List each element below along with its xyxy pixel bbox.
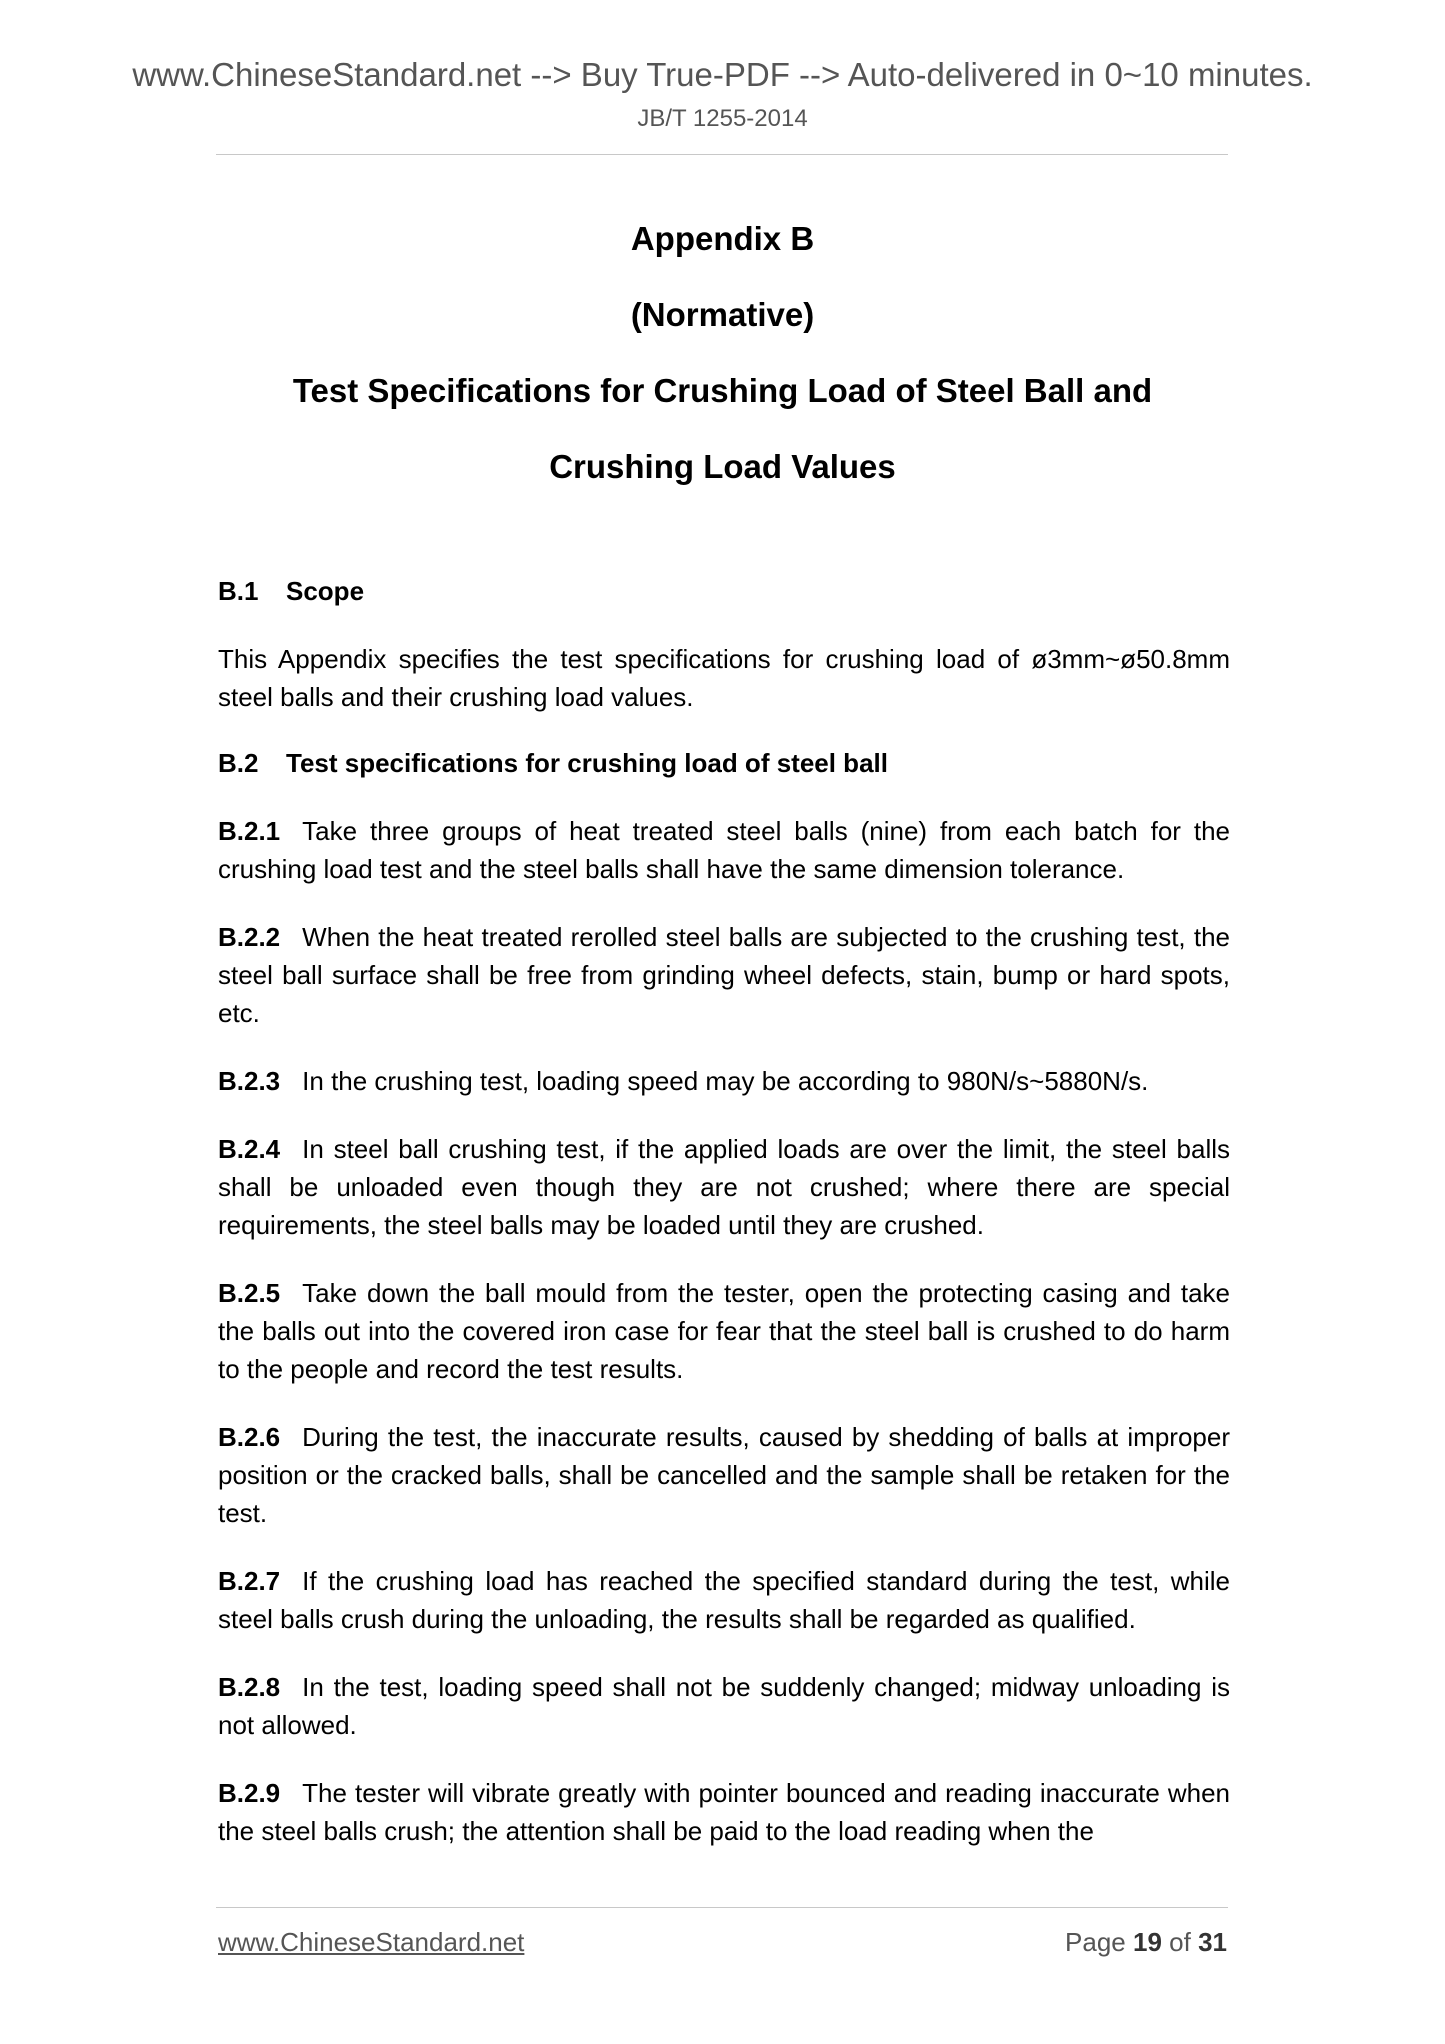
clause-number: B.2.1 (218, 816, 281, 846)
section-heading-b2 (218, 750, 888, 776)
clause-text: When the heat treated rerolled steel balls are subjected to the crushing test, the steel ball surface shall be free from grinding wheel defects, stain, bump or hard spots, etc. (218, 922, 1230, 1028)
appendix-heading-line-1: Test Specifications for Crushing Load of Steel Ball and (292, 372, 1153, 409)
clause-text: The tester will vibrate greatly with pointer bounced and reading inaccurate when the steel balls crush; the attention shall be paid to the load reading when the (218, 1778, 1230, 1846)
page-current: 19 (1133, 1927, 1162, 1957)
clause-number: B.2.5 (218, 1278, 281, 1308)
clause-text: Take three groups of heat treated steel balls (nine) from each batch for the crushing load test and the steel balls shall have the same dimension tolerance. (218, 816, 1230, 884)
header-divider (216, 154, 1228, 155)
clause-text: In the crushing test, loading speed may be according to 980N/s~5880N/s. (302, 1066, 1149, 1096)
clause-number: B.2.8 (218, 1672, 281, 1702)
appendix-title: Appendix B (630, 220, 815, 257)
clause-text: Take down the ball mould from the tester, open the protecting casing and take the balls out into the covered iron case for fear that the steel ball is crushed to do harm to the people and record the test results. (218, 1278, 1230, 1384)
clause-text: In the test, loading speed shall not be suddenly changed; midway unloading is not allowed. (218, 1672, 1230, 1740)
paragraph-text: This Appendix specifies the test specifications for crushing load of ø3mm~ø50.8mm steel balls and their crushing load values. (218, 644, 1230, 712)
clause-number: B.2.6 (218, 1422, 281, 1452)
clause-text: If the crushing load has reached the specified standard during the test, while steel balls crush during the unloading, the results shall be regarded as qualified. (218, 1566, 1230, 1634)
clause-number: B.2.3 (218, 1066, 281, 1096)
clause-number: B.2.9 (218, 1778, 281, 1808)
clause-number: B.2.2 (218, 922, 281, 952)
clause-number: B.2.4 (218, 1134, 281, 1164)
clause-b2-4 (218, 1130, 1230, 1244)
paragraph-scope (218, 640, 1230, 716)
clause-number: B.2.7 (218, 1566, 281, 1596)
header-banner: www.ChineseStandard.net --> Buy True-PDF --> Auto-delivered in 0~10 minutes. (132, 56, 1313, 93)
section-title: Scope (286, 576, 365, 606)
appendix-heading-line-2: Crushing Load Values (549, 448, 896, 485)
section-heading-b1 (218, 578, 364, 604)
clause-text: In steel ball crushing test, if the applied loads are over the limit, the steel balls shall be unloaded even though they are not crushed; where there are special requirements, the steel balls may be loaded until they are crushed. (218, 1134, 1230, 1240)
section-number: B.1 (218, 576, 259, 606)
page-total: 31 (1198, 1927, 1227, 1957)
section-number: B.2 (218, 748, 259, 778)
footer-website-link[interactable]: www.ChineseStandard.net (218, 1927, 525, 1957)
footer-divider (216, 1907, 1228, 1908)
page-of: of (1169, 1927, 1191, 1957)
clause-b2-1 (218, 812, 1230, 888)
clause-b2-2 (218, 918, 1230, 1032)
clause-b2-6 (218, 1418, 1230, 1532)
clause-b2-3 (218, 1062, 1230, 1100)
clause-b2-5 (218, 1274, 1230, 1388)
clause-text: During the test, the inaccurate results, caused by shedding of balls at improper position or the cracked balls, shall be cancelled and the sample shall be retaken for the test. (218, 1422, 1230, 1528)
section-title: Test specifications for crushing load of steel ball (286, 748, 888, 778)
clause-b2-7 (218, 1562, 1230, 1638)
page-indicator (1065, 1929, 1227, 1955)
document-code: JB/T 1255-2014 (637, 105, 808, 132)
clause-b2-9 (218, 1774, 1230, 1850)
appendix-type: (Normative) (630, 296, 815, 333)
page-label: Page (1065, 1927, 1126, 1957)
clause-b2-8 (218, 1668, 1230, 1744)
